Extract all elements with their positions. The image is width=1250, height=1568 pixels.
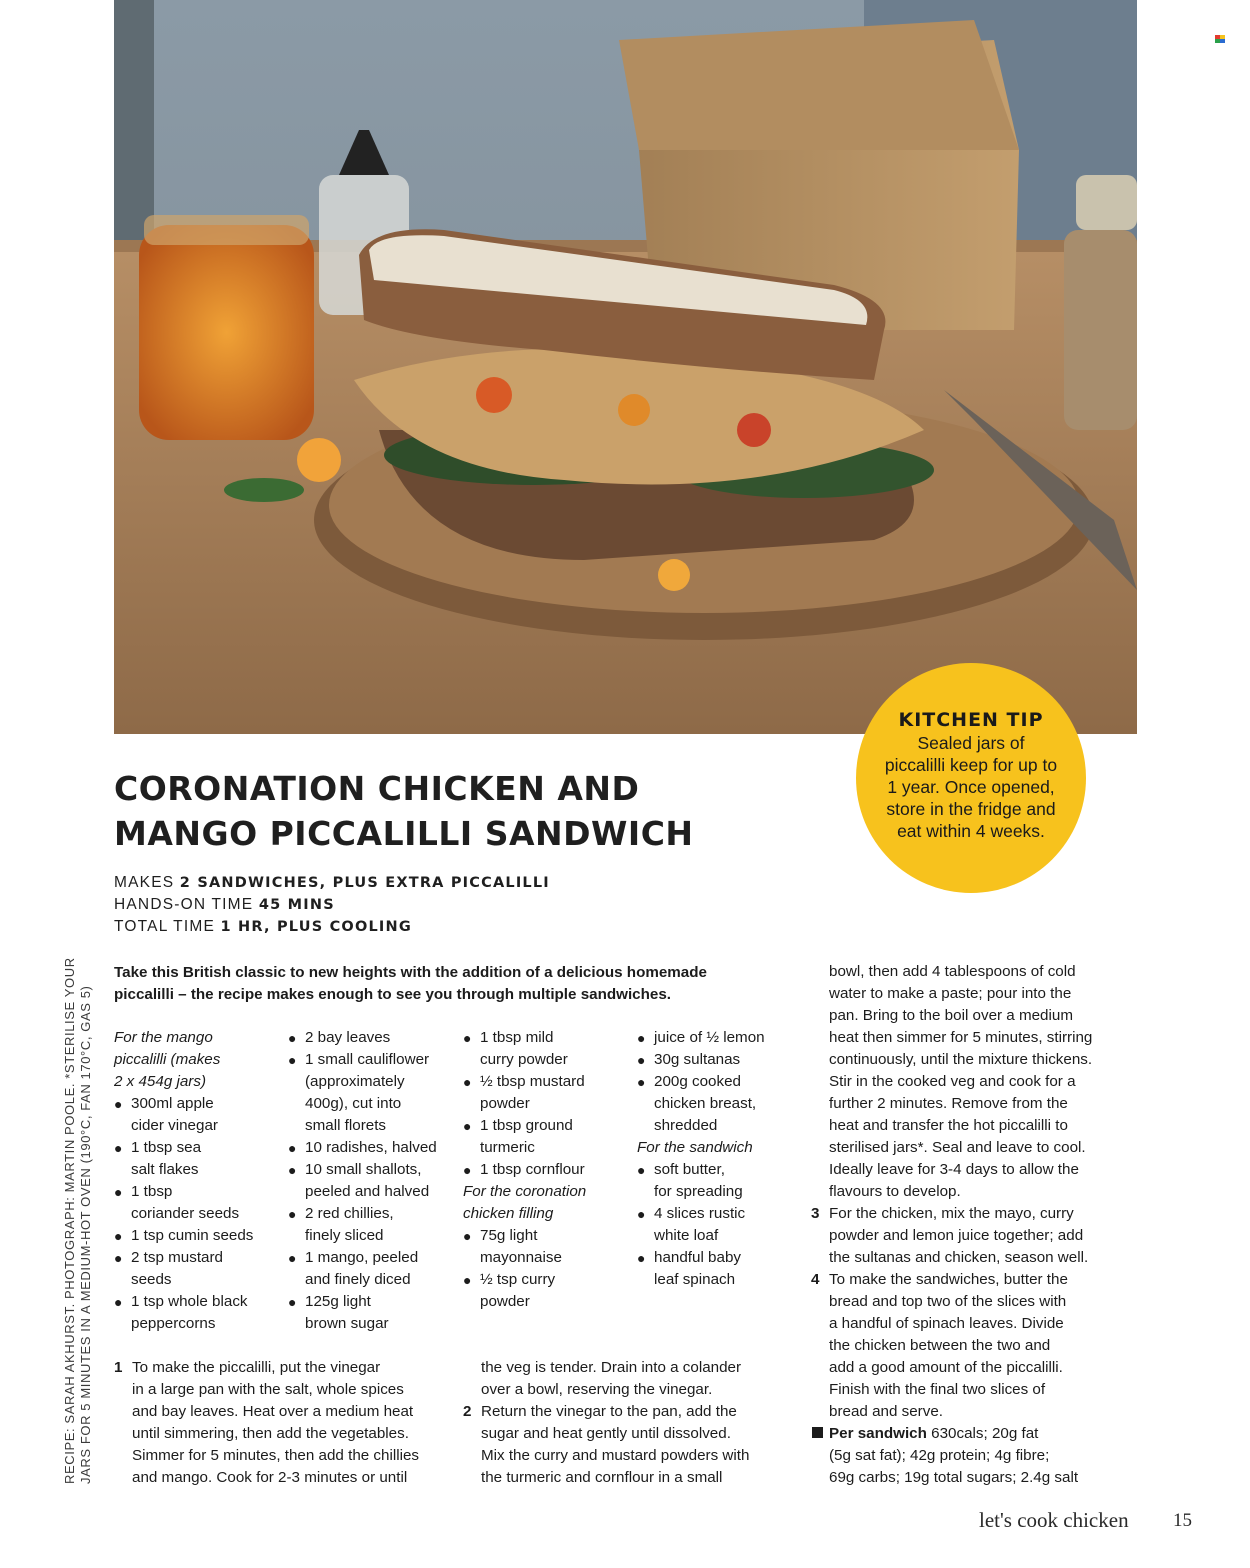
method-text: bowl, then add 4 tablespoons of cold — [829, 963, 1076, 980]
bullet-icon: ● — [637, 1074, 646, 1090]
ingredient-subheading — [463, 1181, 586, 1203]
method-line — [829, 1159, 1092, 1181]
ingredient-line — [114, 1225, 253, 1247]
kitchen-tip-line: 1 year. Once opened, — [887, 777, 1055, 797]
ingredient-line — [463, 1269, 586, 1291]
ingredient-line — [288, 1159, 437, 1181]
bullet-icon: ● — [288, 1030, 297, 1046]
total-time-line — [114, 916, 550, 938]
ingredient-text: peeled and halved — [305, 1183, 430, 1200]
bullet-icon: ● — [288, 1294, 297, 1310]
method-line — [481, 1379, 749, 1401]
ingredient-line — [114, 1137, 253, 1159]
method-line — [132, 1401, 419, 1423]
sandwich-photo-illustration — [114, 0, 1137, 734]
method-line — [463, 1401, 749, 1423]
ingredient-line — [637, 1115, 765, 1137]
method-line — [829, 1225, 1092, 1247]
method-text: until simmering, then add the vegetables. — [132, 1425, 409, 1442]
footer-section-title: let's cook chicken — [979, 1508, 1129, 1532]
ingredient-line — [463, 1115, 586, 1137]
kitchen-tip-body — [856, 732, 1086, 842]
ingredient-line — [288, 1291, 437, 1313]
ingredient-line — [463, 1071, 586, 1093]
ingredient-text: salt flakes — [131, 1161, 199, 1178]
method-line — [481, 1445, 749, 1467]
ingredient-text: (approximately — [305, 1073, 405, 1090]
ingredient-text: shredded — [654, 1117, 718, 1134]
recipe-title — [114, 766, 694, 856]
ingredient-line — [288, 1027, 437, 1049]
ingredient-line — [288, 1247, 437, 1269]
ingredient-text: 2 red chillies, — [305, 1205, 394, 1222]
bullet-icon: ● — [637, 1030, 646, 1046]
method-text: and bay leaves. Heat over a medium heat — [132, 1403, 414, 1420]
ingredient-line — [114, 1313, 253, 1335]
method-text: For the chicken, mix the mayo, curry — [829, 1205, 1074, 1222]
ingredient-text: coriander seeds — [131, 1205, 240, 1222]
ingredient-line — [637, 1203, 765, 1225]
ingredient-text: 200g cooked — [654, 1073, 741, 1090]
bullet-icon: ● — [288, 1250, 297, 1266]
recipe-intro — [114, 962, 804, 1006]
method-text: the turmeric and cornflour in a small — [481, 1469, 723, 1486]
nutrition-line: (5g sat fat); 42g protein; 4g fibre; — [829, 1447, 1050, 1464]
method-text: sterilised jars*. Seal and leave to cool. — [829, 1139, 1086, 1156]
ingredient-line — [463, 1027, 586, 1049]
method-column-3 — [811, 961, 1093, 1489]
step-number: 4 — [811, 1271, 820, 1288]
ingredient-line — [114, 1181, 253, 1203]
method-text: further 2 minutes. Remove from the — [829, 1095, 1068, 1112]
makes-line — [114, 872, 550, 894]
ingredient-text: mayonnaise — [480, 1249, 562, 1266]
ingredient-text: 30g sultanas — [654, 1051, 741, 1068]
method-text: and mango. Cook for 2-3 minutes or until — [132, 1469, 408, 1486]
method-text: Ideally leave for 3-4 days to allow the — [829, 1161, 1079, 1178]
kitchen-tip-line: eat within 4 weeks. — [897, 821, 1045, 841]
method-line — [829, 1335, 1092, 1357]
bullet-icon: ● — [637, 1162, 646, 1178]
hands-on-label: HANDS-ON TIME — [114, 896, 254, 913]
method-text: flavours to develop. — [829, 1183, 961, 1200]
ingredient-line — [288, 1313, 437, 1335]
bullet-icon: ● — [463, 1118, 472, 1134]
method-line — [132, 1445, 419, 1467]
method-line — [829, 1049, 1092, 1071]
ingredient-line — [288, 1181, 437, 1203]
method-text: powder and lemon juice together; add — [829, 1227, 1084, 1244]
ingredient-text: 125g light — [305, 1293, 371, 1310]
method-line — [829, 1401, 1092, 1423]
method-line — [132, 1467, 419, 1489]
bullet-icon: ● — [463, 1228, 472, 1244]
ingredient-line — [114, 1115, 253, 1137]
bullet-icon: ● — [637, 1250, 646, 1266]
ingredient-line — [463, 1247, 586, 1269]
ingredient-text: soft butter, — [654, 1161, 725, 1178]
ingredient-text: for spreading — [654, 1183, 743, 1200]
ingredient-text: small florets — [305, 1117, 387, 1134]
ingredient-text: 1 tbsp — [131, 1183, 173, 1200]
method-line — [829, 1005, 1092, 1027]
nutrition-info — [829, 1423, 1092, 1489]
nutrition-line: 69g carbs; 19g total sugars; 2.4g salt — [829, 1469, 1079, 1486]
ingredient-line — [463, 1137, 586, 1159]
ingredient-line — [463, 1093, 586, 1115]
kitchen-tip-title: KITCHEN TIP — [898, 709, 1044, 731]
method-text: Mix the curry and mustard powders with — [481, 1447, 750, 1464]
method-text: the sultanas and chicken, season well. — [829, 1249, 1089, 1266]
ingredient-line — [288, 1071, 437, 1093]
ingredient-line — [463, 1049, 586, 1071]
method-line — [829, 1071, 1092, 1093]
credit-line: RECIPE: SARAH AKHURST. PHOTOGRAPH: MARTIN POOLE. *STERILISE YOUR — [62, 957, 77, 1484]
ingredient-line — [637, 1049, 765, 1071]
ingredient-text: chicken breast, — [654, 1095, 757, 1112]
hands-on-line — [114, 894, 550, 916]
method-line — [132, 1379, 419, 1401]
intro-line: piccalilli – the recipe makes enough to see you through multiple sandwiches. — [114, 986, 672, 1003]
ingredient-line — [637, 1093, 765, 1115]
step-number: 1 — [114, 1359, 123, 1376]
kitchen-tip-line: piccalilli keep for up to — [884, 755, 1058, 775]
ingredients-column-4 — [637, 1027, 765, 1291]
recipe-title-line: MANGO PICCALILLI SANDWICH — [114, 814, 694, 853]
ingredient-text: white loaf — [654, 1227, 719, 1244]
method-text: water to make a paste; pour into the — [829, 985, 1072, 1002]
ingredient-text: 10 small shallots, — [305, 1161, 422, 1178]
ingredient-line — [288, 1049, 437, 1071]
ingredient-text: 1 tsp whole black — [131, 1293, 248, 1310]
ingredient-line — [637, 1027, 765, 1049]
ingredient-text: 2 bay leaves — [305, 1029, 391, 1046]
total-time-value: 1 HR, PLUS COOLING — [220, 919, 412, 935]
method-line — [829, 983, 1092, 1005]
method-line — [829, 1115, 1092, 1137]
ingredient-text: 1 tsp cumin seeds — [131, 1227, 254, 1244]
ingredients-column-1 — [114, 1027, 253, 1335]
method-line — [481, 1467, 749, 1489]
ingredient-text: 75g light — [480, 1227, 538, 1244]
ingredient-text: chicken filling — [463, 1205, 554, 1222]
method-column-3-lines — [811, 961, 1093, 1423]
ingredient-text: 1 tbsp ground — [480, 1117, 573, 1134]
ingredient-subheading — [114, 1027, 253, 1049]
step-number: 3 — [811, 1205, 820, 1222]
bullet-icon: ● — [114, 1294, 123, 1310]
kitchen-tip-circle — [856, 663, 1086, 893]
ingredient-line — [114, 1093, 253, 1115]
bullet-icon: ● — [114, 1184, 123, 1200]
ingredient-text: For the mango — [114, 1029, 213, 1046]
ingredient-text: turmeric — [480, 1139, 535, 1156]
step-number: 2 — [463, 1403, 472, 1420]
ingredient-line — [288, 1093, 437, 1115]
method-column-1 — [114, 1357, 420, 1489]
ingredient-subheading — [637, 1137, 765, 1159]
square-bullet-icon — [812, 1427, 823, 1438]
method-text: the veg is tender. Drain into a colander — [481, 1359, 742, 1376]
ingredient-line — [637, 1269, 765, 1291]
ingredient-text: 2 x 454g jars) — [114, 1073, 207, 1090]
ingredient-line — [288, 1225, 437, 1247]
ingredient-text: For the coronation — [463, 1183, 587, 1200]
ingredient-line — [114, 1291, 253, 1313]
method-line — [114, 1357, 419, 1379]
bullet-icon: ● — [288, 1052, 297, 1068]
ingredient-line — [637, 1225, 765, 1247]
method-line — [829, 1093, 1092, 1115]
makes-value: 2 SANDWICHES, PLUS EXTRA PICCALILLI — [179, 875, 550, 891]
method-line — [481, 1357, 749, 1379]
ingredient-text: cider vinegar — [131, 1117, 218, 1134]
method-line — [829, 1379, 1092, 1401]
ingredient-line — [463, 1159, 586, 1181]
intro-line: Take this British classic to new heights with the addition of a delicious homemade — [114, 964, 707, 981]
makes-label: MAKES — [114, 874, 175, 891]
bullet-icon: ● — [463, 1074, 472, 1090]
method-line — [829, 1313, 1092, 1335]
method-text: pan. Bring to the boil over a medium — [829, 1007, 1073, 1024]
bullet-icon: ● — [288, 1140, 297, 1156]
method-text: Simmer for 5 minutes, then add the chillies — [132, 1447, 420, 1464]
method-text: bread and top two of the slices with — [829, 1293, 1067, 1310]
method-line — [811, 1203, 1092, 1225]
method-text: continuously, until the mixture thickens. — [829, 1051, 1093, 1068]
method-text: To make the sandwiches, butter the — [829, 1271, 1068, 1288]
method-text: the chicken between the two and — [829, 1337, 1051, 1354]
bullet-icon: ● — [463, 1030, 472, 1046]
ingredient-text: 1 small cauliflower — [305, 1051, 430, 1068]
ingredient-subheading — [114, 1049, 253, 1071]
bullet-icon: ● — [114, 1228, 123, 1244]
ingredient-subheading — [463, 1203, 586, 1225]
kitchen-tip-line: Sealed jars of — [917, 733, 1025, 753]
bullet-icon: ● — [463, 1272, 472, 1288]
method-text: bread and serve. — [829, 1403, 943, 1420]
method-column-2 — [463, 1357, 750, 1489]
bullet-icon: ● — [288, 1206, 297, 1222]
method-text: sugar and heat gently until dissolved. — [481, 1425, 731, 1442]
method-line — [829, 1291, 1092, 1313]
method-line — [811, 1269, 1092, 1291]
method-text: over a bowl, reserving the vinegar. — [481, 1381, 713, 1398]
publisher-mark-icon — [1215, 30, 1225, 38]
hero-photo — [114, 0, 1137, 734]
ingredient-line — [288, 1115, 437, 1137]
ingredient-text: 2 tsp mustard — [131, 1249, 224, 1266]
ingredient-line — [637, 1071, 765, 1093]
method-text: heat and transfer the hot piccalilli to — [829, 1117, 1068, 1134]
ingredient-line — [288, 1203, 437, 1225]
method-line — [829, 1247, 1092, 1269]
total-time-label: TOTAL TIME — [114, 918, 215, 935]
ingredient-text: handful baby — [654, 1249, 741, 1266]
method-text: Finish with the final two slices of — [829, 1381, 1046, 1398]
ingredient-text: juice of ½ lemon — [654, 1029, 765, 1046]
ingredient-text: curry powder — [480, 1051, 568, 1068]
bullet-icon: ● — [637, 1052, 646, 1068]
ingredient-text: 300ml apple — [131, 1095, 214, 1112]
ingredient-text: 4 slices rustic — [654, 1205, 746, 1222]
ingredient-line — [114, 1203, 253, 1225]
method-line — [829, 1137, 1092, 1159]
method-line — [829, 1181, 1092, 1203]
ingredient-text: 400g), cut into — [305, 1095, 402, 1112]
ingredient-text: 10 radishes, halved — [305, 1139, 437, 1156]
ingredient-line — [637, 1181, 765, 1203]
ingredient-text: 1 tbsp sea — [131, 1139, 202, 1156]
ingredient-text: 1 tbsp cornflour — [480, 1161, 585, 1178]
ingredient-subheading — [114, 1071, 253, 1093]
ingredient-text: and finely diced — [305, 1271, 411, 1288]
method-line — [829, 961, 1092, 983]
method-line — [829, 1027, 1092, 1049]
method-line — [132, 1423, 419, 1445]
ingredient-line — [463, 1225, 586, 1247]
method-text: To make the piccalilli, put the vinegar — [132, 1359, 381, 1376]
credit-line: JARS FOR 5 MINUTES IN A MEDIUM-HOT OVEN (190°C, FAN 170°C, GAS 5) — [77, 985, 93, 1484]
bullet-icon: ● — [114, 1250, 123, 1266]
ingredient-text: peppercorns — [131, 1315, 216, 1332]
bullet-icon: ● — [637, 1206, 646, 1222]
ingredient-line — [114, 1247, 253, 1269]
nutrition-values: 630cals; 20g fat — [931, 1425, 1039, 1442]
recipe-title-line: CORONATION CHICKEN AND — [114, 769, 640, 808]
method-text: add a good amount of the piccalilli. — [829, 1359, 1063, 1376]
ingredient-text: powder — [480, 1095, 530, 1112]
method-text: heat then simmer for 5 minutes, stirring — [829, 1029, 1093, 1046]
page-number: 15 — [1173, 1510, 1192, 1531]
hands-on-value: 45 MINS — [258, 897, 335, 913]
ingredient-text: powder — [480, 1293, 530, 1310]
ingredient-text: leaf spinach — [654, 1271, 736, 1288]
ingredient-text: piccalilli (makes — [114, 1051, 221, 1068]
ingredient-text: 1 tbsp mild — [480, 1029, 554, 1046]
method-text: a handful of spinach leaves. Divide — [829, 1315, 1064, 1332]
bullet-icon: ● — [288, 1162, 297, 1178]
ingredient-line — [288, 1137, 437, 1159]
ingredient-text: finely sliced — [305, 1227, 384, 1244]
ingredient-line — [463, 1291, 586, 1313]
ingredient-text: 1 mango, peeled — [305, 1249, 419, 1266]
ingredient-text: ½ tbsp mustard — [480, 1073, 585, 1090]
ingredient-text: For the sandwich — [637, 1139, 753, 1156]
ingredients-column-3 — [463, 1027, 586, 1313]
recipe-meta — [114, 872, 550, 938]
ingredients-column-2 — [288, 1027, 437, 1335]
method-line — [481, 1423, 749, 1445]
ingredient-line — [637, 1247, 765, 1269]
ingredient-line — [114, 1269, 253, 1291]
nutrition-label: Per sandwich — [829, 1425, 927, 1442]
nutrition-line — [829, 1423, 1092, 1445]
ingredient-text: brown sugar — [305, 1315, 389, 1332]
ingredient-line — [114, 1159, 253, 1181]
method-text: in a large pan with the salt, whole spices — [132, 1381, 404, 1398]
method-text: Stir in the cooked veg and cook for a — [829, 1073, 1076, 1090]
bullet-icon: ● — [114, 1140, 123, 1156]
photo-recipe-credit — [62, 957, 93, 1484]
ingredient-text: seeds — [131, 1271, 172, 1288]
method-text: Return the vinegar to the pan, add the — [481, 1403, 737, 1420]
ingredient-line — [288, 1269, 437, 1291]
bullet-icon: ● — [463, 1162, 472, 1178]
ingredient-line — [637, 1159, 765, 1181]
kitchen-tip-line: store in the fridge and — [886, 799, 1056, 819]
bullet-icon: ● — [114, 1096, 123, 1112]
ingredient-text: ½ tsp curry — [480, 1271, 556, 1288]
method-line — [829, 1357, 1092, 1379]
